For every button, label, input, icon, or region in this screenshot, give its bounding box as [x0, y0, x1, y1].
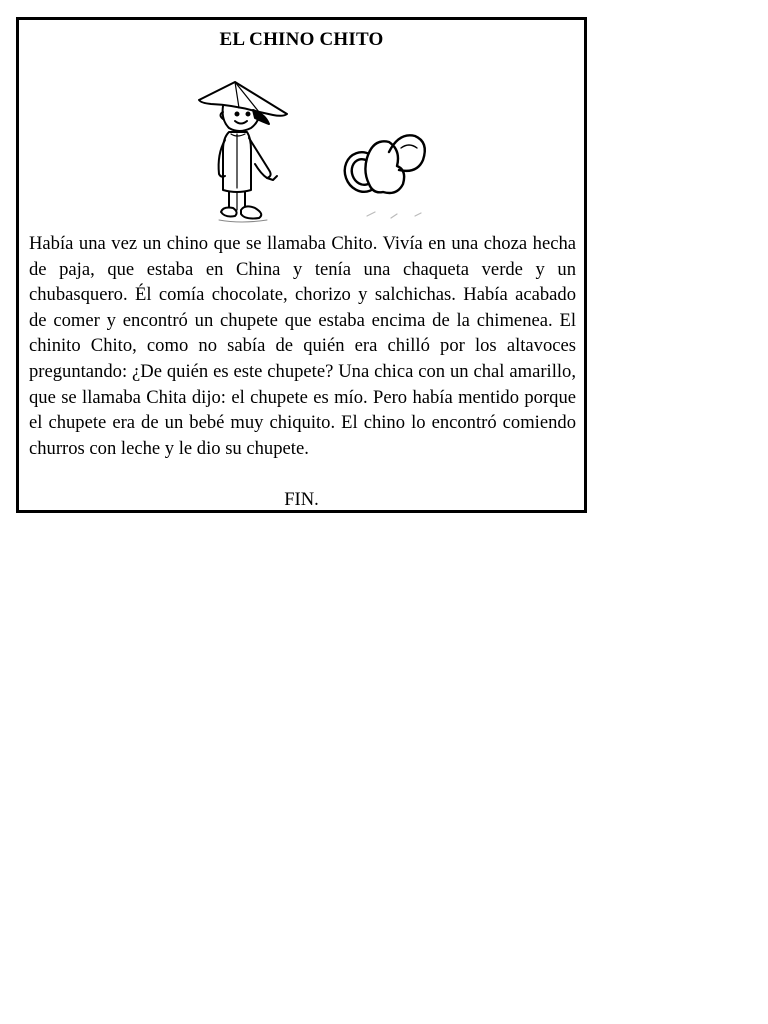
story-ending: FIN.: [284, 489, 319, 510]
pacifier-icon: [337, 126, 447, 226]
story-body: Había una vez un chino que se llamaba Chito. Vivía en una choza hecha de paja, que estaba en China y tenía una chaqueta verde y un chubasquero. Él comía chocolate, chorizo y salchichas. Había acabado de comer y encontró un chupete que estaba encima de la chimenea. El chinito Chito, como no sabía de quién era chilló por los altavoces preguntando: ¿De quién es este chupete? Una chica con un chal amarillo, que se llamaba Chita dijo: el chupete es mío. Pero había mentido porque el chupete era de un bebé muy chiquito. El chino lo encontró comiendo churros con leche y le dio su chupete.: [29, 233, 576, 459]
story-title: EL CHINO CHITO: [219, 29, 384, 50]
boy-with-conical-hat-icon: [193, 78, 293, 224]
story-card: [16, 17, 587, 513]
illustration-area: [19, 70, 584, 230]
